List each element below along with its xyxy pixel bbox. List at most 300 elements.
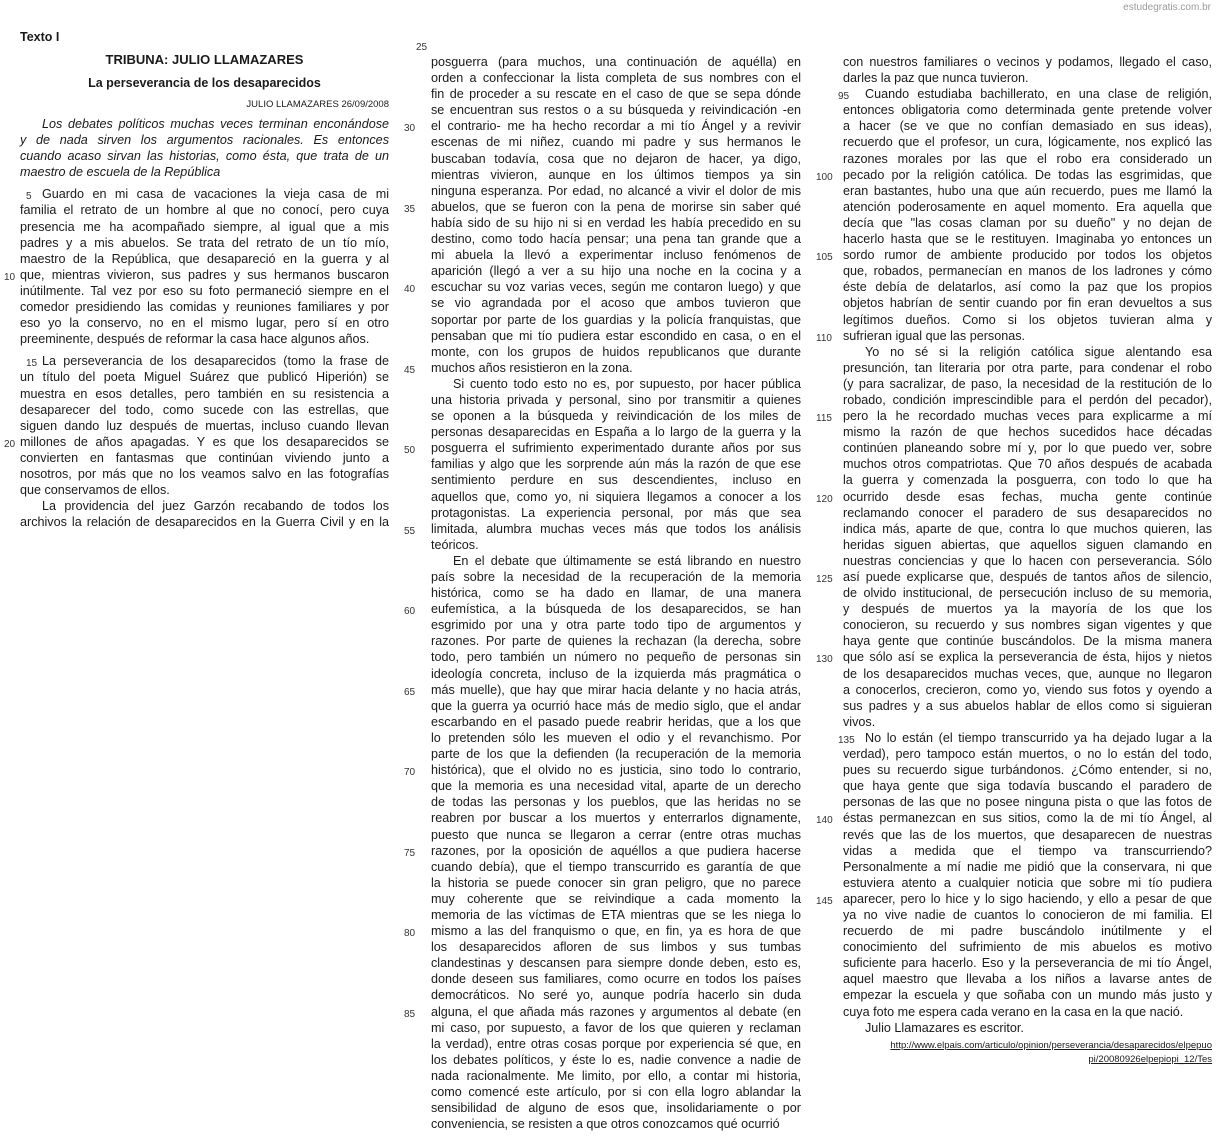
text-line bbox=[843, 231, 1212, 247]
line-text: Si cuento todo esto no es, por supuesto, por hacer pública bbox=[453, 376, 801, 391]
line-text: entonces obligatoria como determinada gente pretende volver bbox=[843, 103, 1212, 118]
text-line bbox=[431, 424, 801, 440]
text-line bbox=[431, 1068, 801, 1084]
line-text: alguna, el que añada más razones y argumentos al debate (en bbox=[431, 1004, 801, 1019]
line-text: clandestinas y descansen para siempre donde deben, esto es, bbox=[431, 956, 801, 971]
line-text: sensibilidad de alguno de esos que, insolidariamente o por bbox=[431, 1101, 801, 1116]
text-line bbox=[843, 151, 1212, 167]
text-line bbox=[843, 714, 1212, 730]
text-line bbox=[816, 569, 1212, 585]
text-line bbox=[404, 521, 801, 537]
line-text: aquellos que, como yo, ni siquiera llegamos a conocer a los bbox=[431, 489, 801, 504]
line-text: robado, condición imprescindible para el perdón del pecador), bbox=[843, 392, 1212, 407]
line-text: posguerra (para muchos, una continuación de aquélla) en bbox=[431, 55, 801, 69]
line-text: mismo la razón de que hechos sucedidos hace décadas bbox=[843, 425, 1212, 440]
line-text: el contrario- me ha hecho recordar a mi tío Ángel y a revivir bbox=[431, 119, 801, 134]
text-line bbox=[431, 585, 801, 601]
line-text: muestra en esos detalles, pero también en su resistencia a bbox=[20, 386, 389, 401]
text-line bbox=[843, 521, 1212, 537]
line-text: pero la he recordado muchas veces para explicarme a mí bbox=[843, 409, 1212, 424]
line-text: sus padres y a sus abuelos hablar de ellos como si siguieran bbox=[843, 698, 1212, 713]
line-text: muchos años resistieron en la zona. bbox=[431, 360, 633, 375]
line-number: 55 bbox=[404, 525, 416, 537]
line-text: destino, como todo hacía pensar; una pena tan grande que a bbox=[431, 232, 801, 247]
line-text: inútilmente. Tal vez por eso su foto permaneció siempre en el bbox=[20, 283, 389, 298]
text-line bbox=[404, 199, 801, 215]
text-line bbox=[431, 312, 801, 328]
line-text: nuestras conciencias y que lo hacen con perseverancia. Sólo bbox=[843, 553, 1212, 568]
line-text: muy coherente que se reivindique a cada momento la bbox=[431, 891, 801, 906]
line-text: abuelos, que se fueron con la pena de morirse sin saber qué bbox=[431, 199, 801, 214]
line-text: recuerdo que el profesor, un cura, lógicamente, nos explicó las bbox=[843, 135, 1212, 150]
text-line bbox=[20, 132, 389, 148]
line-text: cuando debía), que el tiempo transcurrido es garantía de que bbox=[431, 859, 801, 874]
line-text: todo, pero también un número no pequeño de personas sin bbox=[431, 650, 801, 665]
line-text: familia el retrato de un hombre al que no conocí, pero cuya bbox=[20, 203, 389, 218]
line-text: ideología concreta, incluso de la izquierda más pragmática o bbox=[431, 666, 801, 681]
line-text: preeminente, después de reformar la casa hace algunos años. bbox=[20, 332, 370, 347]
text-line bbox=[431, 344, 801, 360]
text-line bbox=[843, 553, 1212, 569]
text-line bbox=[4, 434, 389, 450]
line-text: así puede explicarse que, después de tantos años de silencio, bbox=[843, 570, 1212, 584]
text-line bbox=[816, 408, 1212, 425]
text-line bbox=[843, 682, 1212, 698]
line-text: y después de muertos ya la mayoría de los que los bbox=[843, 602, 1212, 617]
line-text: familias y algo que les sorprende aún más la razón de que ese bbox=[431, 457, 801, 472]
line-text: aquel maestro que llevaba a los niños a lavarse antes de bbox=[843, 972, 1212, 987]
line-text: nosotros, por más que no los veamos salvo en las fotografías bbox=[20, 466, 389, 481]
line-text: darles la paz que nunca tuvieron. bbox=[843, 71, 1029, 86]
line-text: No lo están (el tiempo transcurrido ya ha dejado lugar a la bbox=[865, 730, 1212, 745]
line-text: personas desaparecidas en España a lo largo de la guerra y la bbox=[431, 425, 801, 440]
text-line bbox=[816, 489, 1212, 505]
text-line bbox=[431, 134, 801, 150]
text-line bbox=[843, 778, 1212, 794]
line-text: pensaban que mi tío pudiera estar escondido en casa, o en el bbox=[431, 328, 801, 343]
text-line bbox=[843, 617, 1212, 633]
line-text: a conocerlos, crecieron, como yo, viendo sus fotos y oyendo a bbox=[843, 682, 1212, 697]
text-line bbox=[816, 891, 1212, 907]
text-line bbox=[816, 328, 1212, 344]
text-line bbox=[431, 456, 801, 472]
text-line bbox=[843, 312, 1212, 328]
line-text: archivos la relación de desaparecidos en la Guerra Civil y en la bbox=[20, 515, 389, 530]
text-line bbox=[431, 553, 801, 569]
line-number: 75 bbox=[404, 847, 416, 859]
text-line bbox=[431, 489, 801, 505]
line-text: haya gente que continúe buscándolos. De la misma manera bbox=[843, 634, 1212, 649]
text-label: Texto I bbox=[20, 30, 60, 44]
text-line bbox=[20, 186, 389, 202]
column-3 bbox=[816, 54, 1212, 1067]
line-text: de todas las personas y los pueblos, que las heridas no se bbox=[431, 795, 801, 810]
line-number: 45 bbox=[404, 364, 416, 376]
line-text: convierten en fantasmas que continúan viviendo junto a bbox=[20, 450, 389, 465]
text-line bbox=[20, 148, 389, 164]
line-text: más muelle), que hay que mirar hacia delante y no hacia atrás, bbox=[431, 682, 801, 697]
line-text: reclamando conocer el paradero de sus desaparecidos no bbox=[843, 505, 1212, 520]
line-text: con nuestros familiares o vecinos y podamos, llegado el caso, bbox=[843, 55, 1212, 69]
text-line bbox=[4, 267, 389, 283]
line-text: puesto que nunca se llegaron a cerrar (entre otras muchas bbox=[431, 827, 801, 842]
line-text: de olvido institucional, de persecución incluso de su memoria, bbox=[843, 586, 1212, 601]
text-line bbox=[816, 167, 1212, 183]
text-line bbox=[843, 295, 1212, 311]
text-line bbox=[843, 344, 1212, 360]
watermark: estudegratis.com.br bbox=[1123, 2, 1211, 13]
text-line bbox=[431, 649, 801, 665]
line-text: padres y a mis abuelos. Se trata del retrato de un tío mío, bbox=[20, 235, 389, 250]
source-url[interactable] bbox=[843, 1036, 1212, 1067]
text-line bbox=[431, 151, 801, 167]
line-text: eran bastantes, hubo una que aún recuerdo, pues me llamó la bbox=[843, 183, 1212, 198]
text-line bbox=[404, 440, 801, 457]
text-line bbox=[843, 537, 1212, 553]
text-line bbox=[431, 827, 801, 843]
line-text: que la memoria es una necesidad vital, aparte de un derecho bbox=[431, 779, 801, 794]
column-2 bbox=[404, 54, 801, 1132]
line-text: mientras vivieron, aunque en los últimos tiempos ya sin bbox=[431, 167, 801, 182]
line-text: vidas a medida que el tiempo va transcurriendo? bbox=[843, 843, 1212, 858]
text-line bbox=[404, 1004, 801, 1020]
line-text: muchos otros compatriotas. Que 70 años después de acabada bbox=[843, 457, 1212, 472]
line-number: 120 bbox=[816, 493, 833, 505]
text-line bbox=[843, 263, 1212, 279]
line-text: continúen planeando sobre mí y, por lo que puedo ver, sobre bbox=[843, 441, 1212, 456]
line-text: presunción, tan literaria por otra parte, para condenar el robo bbox=[843, 360, 1212, 375]
line-number: 50 bbox=[404, 445, 416, 457]
line-text: Julio Llamazares es escritor. bbox=[865, 1020, 1024, 1035]
text-line bbox=[843, 118, 1212, 134]
text-line bbox=[431, 263, 801, 279]
text-line bbox=[20, 315, 389, 331]
line-text: Personalmente a mí nadie me pidió que la conservara, ni que bbox=[843, 859, 1212, 874]
column-1-body bbox=[4, 186, 389, 530]
text-line bbox=[431, 633, 801, 649]
text-line bbox=[843, 987, 1212, 1003]
text-line bbox=[843, 376, 1212, 392]
line-text: La perseverancia de los desaparecidos (tomo la frase de bbox=[42, 354, 389, 369]
text-line bbox=[843, 762, 1212, 778]
text-line bbox=[404, 601, 801, 618]
text-line bbox=[20, 331, 389, 347]
line-text: se oponen a la búsqueda y reivindicación de los miles de bbox=[431, 409, 801, 424]
text-line bbox=[431, 730, 801, 746]
line-text: comedor presidiendo las comidas y reuniones familiares y por bbox=[20, 300, 389, 315]
line-text: que la guerra ya ocurrió hace más de medio siglo, que el andar bbox=[431, 698, 801, 713]
text-line bbox=[431, 183, 801, 199]
text-line bbox=[431, 714, 801, 730]
line-text: empezar la escuela y que soñaba con un mundo más justo y bbox=[843, 988, 1212, 1003]
line-text: Los debates políticos muchas veces terminan enconándose bbox=[42, 117, 389, 131]
line-text: monte, con los grupos de huidos republicanos que durante bbox=[431, 344, 801, 359]
text-line bbox=[404, 923, 801, 940]
text-line bbox=[843, 54, 1212, 70]
line-text: histórica, como se ha dado en llamar, de una manera bbox=[431, 586, 801, 601]
text-line bbox=[431, 939, 801, 955]
line-text: legítimos dueños. Como si los objetos tuvieran alma y bbox=[843, 312, 1212, 327]
text-line bbox=[431, 54, 801, 70]
line-text: los debates políticos, y éste lo es, nadie convence a nadie de bbox=[431, 1052, 801, 1067]
text-line bbox=[20, 482, 389, 498]
line-number: 65 bbox=[404, 686, 416, 698]
text-line bbox=[20, 498, 389, 514]
text-line bbox=[843, 102, 1212, 118]
line-text: heridas siguen abiertas, que aquellos siguen clamando en bbox=[843, 537, 1212, 552]
line-text: éste debía de delatarlos, así como la paz que los propios bbox=[843, 280, 1212, 295]
line-text: memoria de las víctimas de ETA mientras que se les niega lo bbox=[431, 907, 801, 922]
text-line bbox=[404, 118, 801, 135]
line-text: razones. Por parte de quienes la rechazan (la derecha, sobre bbox=[431, 634, 801, 649]
text-line bbox=[20, 353, 389, 369]
line-text: pues su recuerdo sigue turbándonos. ¿Cómo entender, si no, bbox=[843, 763, 1212, 778]
line-text: Cuando estudiaba bachillerato, en una clase de religión, bbox=[865, 87, 1212, 102]
line-text: ninguna esperanza. Por edad, no alcancé a vivir el dolor de mis bbox=[431, 183, 801, 198]
line-text: y de nada sirven los argumentos racionales. Es entonces bbox=[20, 133, 389, 148]
line-text: razones morales por las que el robo era considerado un bbox=[843, 151, 1212, 166]
text-line bbox=[843, 472, 1212, 488]
text-line bbox=[843, 746, 1212, 762]
line-text: un título del poeta Miguel Suárez que publicó Hiperión) se bbox=[20, 370, 389, 385]
line-number: 145 bbox=[816, 895, 833, 907]
text-line bbox=[431, 810, 801, 826]
text-line bbox=[431, 987, 801, 1003]
text-line bbox=[20, 418, 389, 434]
line-number: 140 bbox=[816, 815, 833, 827]
line-text: sentimiento perdure en sus descendientes, incluso en bbox=[431, 473, 801, 488]
text-line bbox=[843, 134, 1212, 150]
line-text: verdad), pero tampoco están muertos, o no lo están del todo, bbox=[843, 747, 1212, 762]
text-line bbox=[843, 955, 1212, 971]
line-text: una historia privada y personal, sino por transmitir a quienes bbox=[431, 392, 801, 407]
line-number: 10 bbox=[4, 271, 16, 283]
text-line bbox=[843, 183, 1212, 199]
line-number: 5 bbox=[26, 191, 32, 203]
line-text: atención poderosamente en aquel momento. Era aquella que bbox=[843, 199, 1212, 214]
line-text: la guerra y comenzada la posguerra, con todo lo que ha bbox=[843, 473, 1212, 488]
text-line bbox=[20, 283, 389, 299]
line-number: 130 bbox=[816, 654, 833, 666]
line-text: ya no vive nadie de cuantos lo conocieron de mi familia. El bbox=[843, 907, 1212, 922]
line-text: revés que las de los muertos, que desaparecen de nuestras bbox=[843, 827, 1212, 842]
text-line bbox=[431, 794, 801, 810]
line-text: eufemística, a la búsqueda de los desaparecidos, se han bbox=[431, 602, 801, 617]
text-line bbox=[431, 295, 801, 311]
line-number: 95 bbox=[838, 91, 850, 103]
column-2-body bbox=[404, 54, 801, 1132]
text-line bbox=[843, 585, 1212, 601]
line-text: lo pretenden sólo les mueven el odio y el revanchismo. Por bbox=[431, 730, 801, 745]
text-line bbox=[843, 827, 1212, 843]
line-text: pecado por la religión católica. De todas las esgrimidas, que bbox=[843, 167, 1212, 182]
line-number: 110 bbox=[816, 332, 832, 344]
line-text: que, robados, permanecían en manos de los ladrones y cómo bbox=[843, 264, 1212, 279]
text-line bbox=[404, 682, 801, 698]
line-text: buscaban todavía, cosa que no dejaron de hacer, ya digo, bbox=[431, 151, 801, 166]
line-text: sufrieran igual que las personas. bbox=[843, 328, 1026, 343]
line-number: 115 bbox=[816, 413, 832, 425]
line-text: teóricos. bbox=[431, 537, 479, 552]
line-text: orden a confeccionar la lista completa de sus nombres con el bbox=[431, 71, 801, 86]
text-line bbox=[843, 859, 1212, 875]
column-3-body bbox=[816, 54, 1212, 1036]
line-text: escarbando en el pasado puede reabrir heridas, que a los que bbox=[431, 714, 801, 729]
line-number: 70 bbox=[404, 767, 416, 779]
line-text: sordo rumor de ambiente producido por todos los objetos bbox=[843, 248, 1212, 263]
line-text: mi abuela la llevó a experimentar incluso fenómenos de bbox=[431, 248, 801, 263]
text-line bbox=[843, 1004, 1212, 1020]
line-text: histórica), que el olvido no es justicia, sino todo lo contrario, bbox=[431, 763, 801, 778]
column-1 bbox=[4, 30, 389, 530]
line-text: que conservamos de ellos. bbox=[20, 483, 170, 498]
text-line bbox=[431, 1116, 801, 1132]
text-line bbox=[20, 219, 389, 235]
line-text: millones de años apagadas. Y es que los desaparecidos se bbox=[20, 434, 389, 449]
text-line bbox=[431, 537, 801, 553]
text-line bbox=[404, 762, 801, 779]
line-text: posguerra el sufrimiento experimentado durante años por sus bbox=[431, 441, 801, 456]
line-number: 35 bbox=[404, 203, 416, 215]
line-text: decía que "las cosas claman por su dueño" y no dejan de bbox=[843, 215, 1212, 230]
article-title: La perseverancia de los desaparecidos bbox=[88, 76, 321, 90]
line-number: 85 bbox=[404, 1008, 416, 1020]
text-line bbox=[843, 456, 1212, 472]
section-title: TRIBUNA: JULIO LLAMAZARES bbox=[105, 52, 304, 67]
line-text: como comencé este artículo, por si con ella logro ablandar la bbox=[431, 1085, 801, 1099]
text-line bbox=[431, 1084, 801, 1100]
text-line bbox=[431, 328, 801, 344]
text-line bbox=[20, 450, 389, 466]
text-line bbox=[20, 164, 389, 180]
line-number: 125 bbox=[816, 574, 833, 585]
line-text: se vio agrandada por el acoso que ambos tuvieron que bbox=[431, 296, 801, 311]
line-text: fin de proceder a su rescate en el caso de que se sepa dónde bbox=[431, 87, 801, 102]
line-text: Yo no sé si la religión católica sigue alentando esa bbox=[865, 344, 1212, 359]
line-text: que haya gente que siga todavía buscando el paradero de bbox=[843, 779, 1212, 794]
text-line bbox=[20, 402, 389, 418]
text-line bbox=[20, 466, 389, 482]
text-line bbox=[843, 215, 1212, 231]
text-line bbox=[843, 843, 1212, 859]
text-line bbox=[843, 939, 1212, 955]
text-line bbox=[431, 1020, 801, 1036]
line-text: Guardo en mi casa de vacaciones la vieja casa de mi bbox=[42, 187, 389, 202]
text-line bbox=[816, 810, 1212, 827]
line-text: a hacer (se ve que no confían demasiado en sus ideas), bbox=[843, 119, 1212, 134]
line-text: se encuentran sus restos o a su búsqueda y reivindicación -en bbox=[431, 103, 801, 118]
line-text: conveniencia, se resisten a que otros conozcamos qué ocurrió bbox=[431, 1117, 780, 1132]
text-line bbox=[431, 666, 801, 682]
text-line bbox=[843, 907, 1212, 923]
line-number: 60 bbox=[404, 606, 416, 618]
text-line bbox=[431, 167, 801, 183]
line-text: La providencia del juez Garzón recabando de todos los bbox=[42, 499, 389, 514]
line-text: limitada, alumbra muchas veces más que todos los análisis bbox=[431, 521, 801, 536]
text-line bbox=[843, 199, 1212, 215]
text-line bbox=[843, 698, 1212, 714]
line-number: 100 bbox=[816, 171, 833, 183]
line-text: protagonistas. La experiencia personal, por más que sea bbox=[431, 505, 801, 520]
text-line bbox=[431, 1052, 801, 1068]
text-line bbox=[843, 279, 1212, 295]
url-line[interactable]: http://www.elpais.com/articulo/opinion/perseverancia/desaparecidos/elpepuo bbox=[890, 1039, 1212, 1051]
line-number: 25 bbox=[416, 42, 428, 53]
line-text: la historia se puede conocer sin gran peligro, que no parece bbox=[431, 875, 801, 890]
line-text: recuerdo de mi padre buscándolo inútilmente y el bbox=[843, 924, 1212, 939]
text-line bbox=[838, 86, 1212, 103]
text-line bbox=[843, 392, 1212, 408]
text-line bbox=[843, 505, 1212, 521]
text-line bbox=[816, 649, 1212, 666]
text-line bbox=[431, 86, 801, 102]
text-line bbox=[431, 231, 801, 247]
line-text: conocieron, su recuerdo y sus nombres sigan vigentes y que bbox=[843, 618, 1212, 633]
line-text: aparecer, pero lo hice y lo sigo haciendo, y ello a pesar de que bbox=[843, 891, 1212, 906]
line-text: (y para sacralizar, de paso, la necesidad de la restitución de lo bbox=[843, 376, 1212, 391]
lead-paragraph bbox=[20, 116, 389, 180]
text-line bbox=[431, 907, 801, 923]
line-text: presencia me ha acompañado siempre, al igual que a mis bbox=[20, 219, 389, 234]
text-line bbox=[843, 923, 1212, 939]
text-line bbox=[843, 424, 1212, 440]
line-text: razones, por la oposición de aquéllos a que pudiera hacerse bbox=[431, 843, 801, 858]
line-text: hacerlo hasta que se le restituyen. Imaginaba yo entonces un bbox=[843, 232, 1212, 247]
line-text: escuchar su voz varias veces, según me contaron luego) y que bbox=[431, 280, 801, 295]
text-line bbox=[431, 70, 801, 86]
text-line bbox=[431, 569, 801, 585]
text-line bbox=[431, 472, 801, 488]
text-line bbox=[431, 247, 801, 263]
text-line bbox=[431, 778, 801, 794]
text-line bbox=[20, 369, 389, 385]
line-text: que, mientras vivieron, sus padres y sus hermanos buscaron bbox=[20, 267, 389, 282]
text-line bbox=[843, 440, 1212, 456]
text-line bbox=[20, 251, 389, 267]
line-text: ocurrido desde esas fechas, mucha gente continúe bbox=[843, 489, 1212, 504]
line-text: maestro de escuela de la República bbox=[20, 165, 221, 180]
text-line bbox=[431, 392, 801, 408]
line-text: donde deseen sus familiares, como ocurre en todos los países bbox=[431, 972, 801, 987]
text-line bbox=[20, 514, 389, 530]
text-line bbox=[431, 698, 801, 714]
text-line bbox=[843, 601, 1212, 617]
url-line[interactable]: pi/20080926elpepiopi_12/Tes bbox=[1088, 1053, 1212, 1065]
text-line bbox=[838, 730, 1212, 746]
line-text: país sobre la necesidad de la recuperación de la memoria bbox=[431, 570, 801, 584]
line-text: escenas de mi niñez, cuando mi padre y sus hermanos le bbox=[431, 135, 801, 150]
line-text: de los desaparecidos muchas veces, que, aunque no llegaron bbox=[843, 666, 1212, 681]
line-text: reabren por buscar a los muertos y enterrarlos dignamente, bbox=[431, 811, 801, 826]
line-number: 40 bbox=[404, 284, 416, 296]
text-line bbox=[431, 215, 801, 231]
line-text: conocimiento del sufrimiento de mis abuelos es motivo bbox=[843, 940, 1212, 955]
text-line bbox=[20, 299, 389, 315]
text-line bbox=[843, 70, 1212, 86]
text-line bbox=[843, 633, 1212, 649]
line-text: democráticos. No seré yo, aunque podría hacerlo sin duda bbox=[431, 988, 801, 1003]
line-text: eso yo la conservo, no en el mismo lugar, pero sí en otro bbox=[20, 316, 389, 331]
line-number: 20 bbox=[4, 438, 16, 450]
text-line bbox=[843, 1020, 1212, 1036]
line-text: cuando acaso sirvan las historias, como ésta, que trata de un bbox=[20, 149, 389, 164]
line-text: los desaparecidos afloren de sus limbos y sus tumbas bbox=[431, 940, 801, 955]
text-line bbox=[431, 875, 801, 891]
line-text: éstas permanezcan en sus sitios, como la de mi tío Ángel, al bbox=[843, 811, 1212, 826]
line-text: desaparecer del todo, como sucede con las estrellas, que bbox=[20, 402, 389, 417]
line-text: nada racionalmente. Me limito, por ello, a contar mi historia, bbox=[431, 1068, 801, 1083]
line-text: maestro de la República, que desapareció en la guerra y al bbox=[20, 251, 389, 266]
